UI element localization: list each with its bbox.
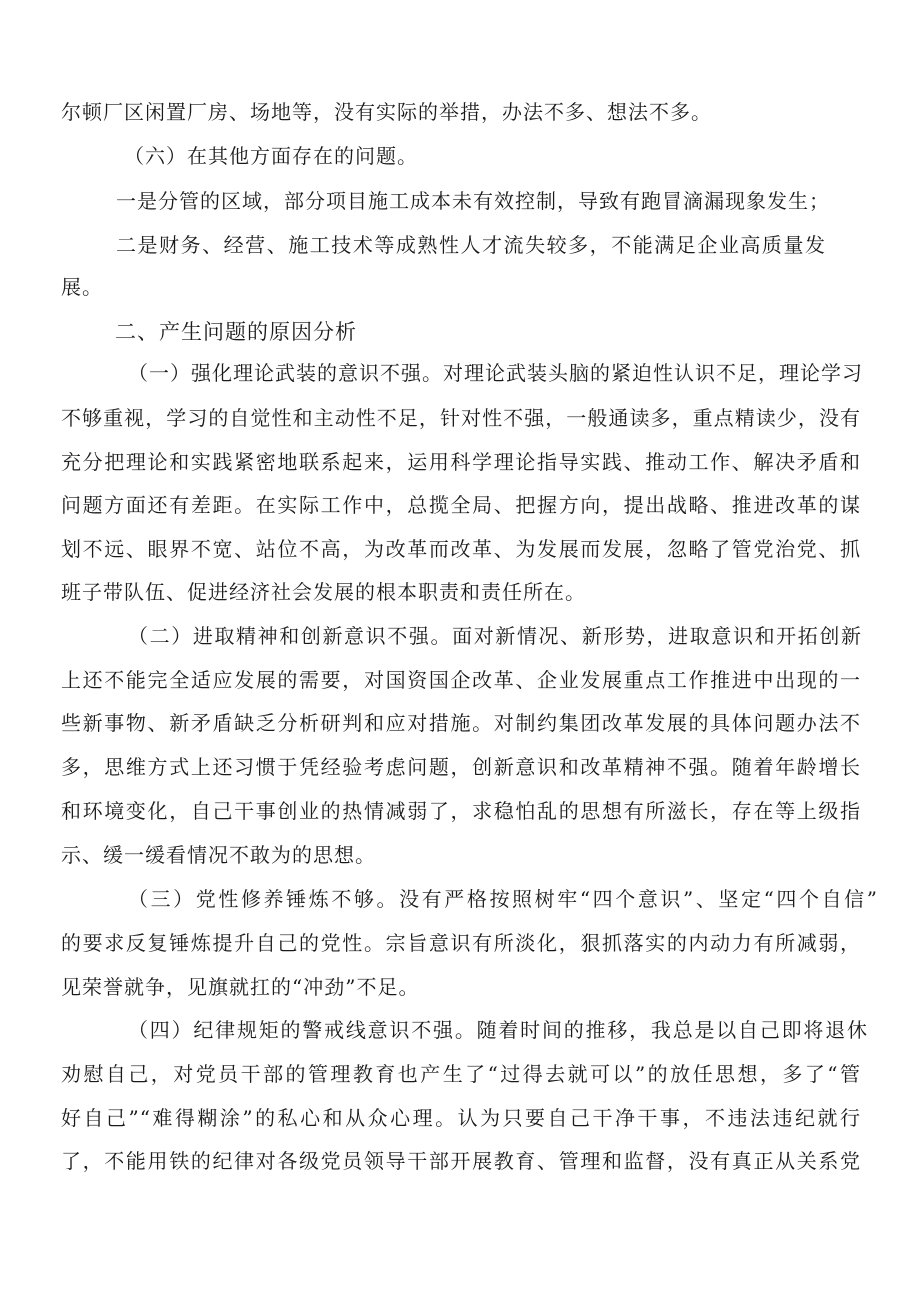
paragraph-line: 好自己”“难得糊涂”的私心和从众心理。认为只要自己干净干事，不违法违纪就行 <box>61 1106 861 1130</box>
paragraph-line: 二是财务、经营、施工技术等成熟性人才流失较多，不能满足企业高质量发 <box>116 233 826 257</box>
paragraph-line: 的要求反复锤炼提升自己的党性。宗旨意识有所淡化，狠抓落实的内动力有所减弱， <box>61 931 861 955</box>
paragraph-line: 一是分管的区域，部分项目施工成本未有效控制，导致有跑冒滴漏现象发生； <box>116 189 830 213</box>
paragraph-line: 多，思维方式上还习惯于凭经验考虑问题，创新意识和改革精神不强。随着年龄增长 <box>61 755 861 779</box>
paragraph-line: 尔顿厂区闲置厂房、场地等，没有实际的举措，办法不多、想法不多。 <box>61 100 712 124</box>
paragraph-line: 划不远、眼界不宽、站位不高，为改革而改革、为发展而发展，忽略了管党治党、抓 <box>61 537 861 561</box>
paragraph-line: 些新事物、新矛盾缺乏分析研判和应对措施。对制约集团改革发展的具体问题办法不 <box>61 711 861 735</box>
section-subheading: （六）在其他方面存在的问题。 <box>124 144 418 168</box>
paragraph-line: （四）纪律规矩的警戒线意识不强。随着时间的推移，我总是以自己即将退休 <box>128 1018 868 1042</box>
paragraph-line: 劝慰自己，对党员干部的管理教育也产生了“过得去就可以”的放任思想，多了“管 <box>61 1062 861 1086</box>
paragraph-line: 展。 <box>61 275 103 299</box>
paragraph-line: 不够重视，学习的自觉性和主动性不足，针对性不强，一般通读多，重点精读少，没有 <box>61 406 861 430</box>
paragraph-line: 上还不能完全适应发展的需要，对国资国企改革、企业发展重点工作推进中出现的一 <box>61 668 861 692</box>
paragraph-line: （一）强化理论武装的意识不强。对理论武装头脑的紧迫性认识不足，理论学习 <box>128 361 863 385</box>
paragraph-line: 班子带队伍、促进经济社会发展的根本职责和责任所在。 <box>61 580 586 604</box>
paragraph-line: 示、缓一缓看情况不敢为的思想。 <box>61 843 376 867</box>
paragraph-line: 问题方面还有差距。在实际工作中，总揽全局、把握方向，提出战略、推进改革的谋 <box>61 493 861 517</box>
paragraph-line: （三）党性修养锤炼不够。没有严格按照树牢“四个意识”、坚定“四个自信” <box>128 887 878 911</box>
paragraph-line: （二）进取精神和创新意识不强。面对新情况、新形势，进取意识和开拓创新 <box>128 624 862 648</box>
paragraph-line: 了，不能用铁的纪律对各级党员领导干部开展教育、管理和监督，没有真正从关系党 <box>61 1149 861 1173</box>
section-heading: 二、产生问题的原因分析 <box>115 320 357 344</box>
paragraph-line: 和环境变化，自己干事创业的热情减弱了，求稳怕乱的思想有所滋长，存在等上级指 <box>61 799 861 823</box>
paragraph-line: 充分把理论和实践紧密地联系起来，运用科学理论指导实践、推动工作、解决矛盾和 <box>61 450 861 474</box>
paragraph-line: 见荣誉就争，见旗就扛的“冲劲”不足。 <box>61 975 420 999</box>
